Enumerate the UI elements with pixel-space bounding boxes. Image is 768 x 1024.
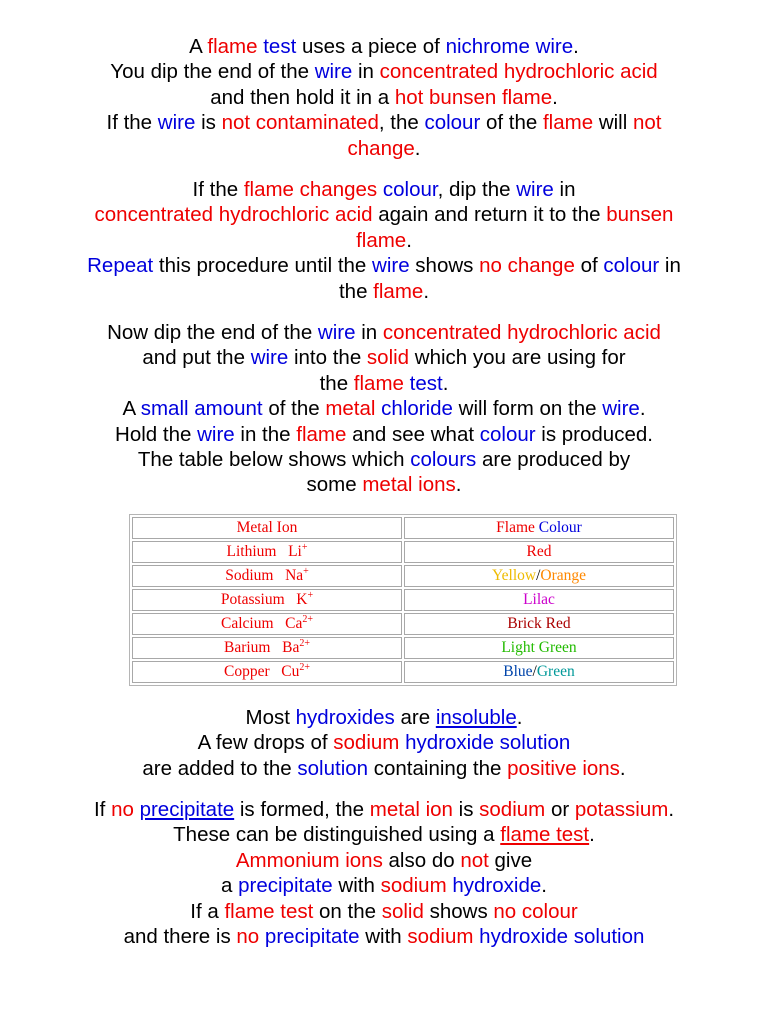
cleaning-paragraph bbox=[0, 177, 768, 304]
ion-name: Calcium bbox=[220, 615, 274, 632]
text-run: in bbox=[553, 178, 576, 201]
text-run: flame test bbox=[224, 899, 314, 923]
text-run: containing the bbox=[368, 756, 508, 780]
text-run: is produced. bbox=[535, 422, 653, 446]
text-line bbox=[0, 85, 768, 110]
flame-colour-cell bbox=[404, 541, 674, 563]
text-run: hydroxide solution bbox=[479, 925, 645, 949]
text-run: with bbox=[332, 874, 381, 898]
text-run: Now dip the end of the bbox=[107, 321, 318, 344]
text-line bbox=[0, 345, 768, 370]
text-line bbox=[0, 447, 768, 472]
ion-symbol: Ba bbox=[282, 639, 300, 656]
text-line bbox=[0, 924, 768, 949]
flame-colour-cell bbox=[404, 589, 674, 611]
text-run: . bbox=[541, 874, 547, 898]
text-run: hydroxide bbox=[452, 874, 542, 898]
text-run: again and return it to the bbox=[372, 203, 607, 227]
text-line bbox=[0, 202, 768, 227]
text-run: colour bbox=[603, 254, 660, 278]
text-run: . bbox=[668, 798, 675, 821]
text-run: . bbox=[516, 706, 523, 729]
table-header-row bbox=[132, 517, 674, 539]
text-run: sodium bbox=[479, 798, 546, 821]
text-run: precipitate bbox=[264, 925, 360, 949]
text-run: wire bbox=[197, 422, 235, 446]
text-run: wire bbox=[250, 346, 289, 370]
text-link[interactable]: flame test bbox=[500, 823, 590, 847]
text-run: wire bbox=[317, 321, 356, 344]
text-run: also do bbox=[382, 848, 461, 872]
text-run: positive ions bbox=[507, 756, 620, 780]
ion-symbol: Cu bbox=[281, 663, 300, 680]
table-row bbox=[132, 661, 674, 683]
intro-paragraph bbox=[0, 34, 768, 161]
text-run: give bbox=[488, 848, 533, 872]
flame-colour-cell bbox=[404, 637, 674, 659]
text-run: no bbox=[236, 925, 260, 949]
text-run: flame bbox=[373, 279, 424, 303]
text-run: and see what bbox=[346, 422, 480, 446]
ion-name: Barium bbox=[224, 639, 271, 656]
text-run: hot bunsen flame bbox=[394, 85, 553, 109]
text-line bbox=[0, 228, 768, 253]
text-run: small amount bbox=[140, 397, 263, 421]
text-run: If the bbox=[106, 111, 158, 135]
text-run: no colour bbox=[493, 899, 578, 923]
text-line bbox=[0, 822, 768, 847]
ion-name: Potassium bbox=[220, 591, 285, 608]
text-run: nichrome bbox=[445, 35, 530, 58]
text-run: hydroxides bbox=[295, 706, 395, 729]
text-run: flame changes bbox=[243, 178, 378, 201]
text-link[interactable]: insoluble bbox=[435, 706, 517, 729]
text-run: Colour bbox=[538, 519, 582, 536]
text-run: in the bbox=[234, 422, 297, 446]
ion-charge: 2+ bbox=[299, 638, 310, 649]
text-run: Red bbox=[526, 543, 552, 560]
text-run: If bbox=[93, 798, 112, 821]
text-run: sodium bbox=[333, 731, 400, 755]
text-run: . bbox=[552, 85, 558, 109]
text-run: Repeat bbox=[87, 254, 154, 278]
metal-ion-cell bbox=[132, 661, 402, 683]
text-run: Yellow bbox=[491, 567, 537, 584]
text-run: uses a piece of bbox=[296, 35, 446, 58]
text-run: wire bbox=[602, 397, 640, 421]
text-run: . bbox=[455, 473, 462, 497]
text-run: chloride bbox=[381, 397, 453, 421]
text-line bbox=[0, 472, 768, 497]
text-run: is bbox=[452, 798, 480, 821]
text-run: and then hold it in a bbox=[210, 85, 395, 109]
text-run: . bbox=[423, 279, 430, 303]
ion-name: Lithium bbox=[226, 543, 277, 560]
text-run: flame bbox=[356, 228, 407, 252]
text-run: colour bbox=[479, 422, 536, 446]
text-run: with bbox=[359, 925, 408, 949]
text-line bbox=[0, 705, 768, 730]
text-run: precipitate bbox=[238, 874, 333, 898]
table-row bbox=[132, 565, 674, 587]
text-run: . bbox=[573, 35, 579, 58]
text-line bbox=[0, 110, 768, 135]
text-run: the bbox=[338, 279, 374, 303]
spacer bbox=[276, 543, 288, 560]
text-run: Hold the bbox=[115, 422, 198, 446]
text-run: test bbox=[409, 371, 443, 395]
text-run: potassium bbox=[574, 798, 669, 821]
text-run: flame bbox=[542, 111, 594, 135]
text-run: in bbox=[352, 60, 380, 84]
precipitate-paragraph bbox=[0, 797, 768, 949]
text-line bbox=[0, 279, 768, 304]
text-line bbox=[0, 873, 768, 898]
text-run: These can be distinguished using a bbox=[173, 823, 501, 847]
text-run: in bbox=[355, 321, 383, 344]
text-run: , the bbox=[378, 111, 425, 135]
text-run: are added to the bbox=[142, 756, 298, 780]
text-line bbox=[0, 253, 768, 278]
text-run: will bbox=[593, 111, 633, 135]
text-run: in bbox=[659, 254, 681, 278]
table-row bbox=[132, 589, 674, 611]
ion-symbol: K bbox=[296, 591, 308, 608]
metal-ion-cell bbox=[132, 637, 402, 659]
metal-ion-cell bbox=[132, 613, 402, 635]
text-link[interactable]: precipitate bbox=[139, 798, 235, 821]
text-run: concentrated hydrochloric acid bbox=[382, 321, 661, 344]
text-run: colour bbox=[424, 111, 481, 135]
text-run: sodium bbox=[407, 925, 474, 949]
text-run: colour bbox=[382, 178, 438, 201]
text-run: and there is bbox=[123, 925, 237, 949]
text-run: Brick Red bbox=[507, 615, 571, 632]
text-run: concentrated hydrochloric acid bbox=[94, 203, 373, 227]
text-run: not bbox=[632, 111, 662, 135]
text-run: no bbox=[111, 798, 134, 821]
text-run: . bbox=[619, 756, 626, 780]
ion-symbol: Na bbox=[285, 567, 304, 584]
text-run: change bbox=[347, 136, 415, 160]
ion-charge: + bbox=[307, 590, 314, 601]
text-line bbox=[0, 899, 768, 924]
text-run: A bbox=[189, 35, 208, 58]
ion-name: Copper bbox=[224, 663, 270, 680]
text-run: of bbox=[574, 254, 604, 278]
text-line bbox=[0, 756, 768, 781]
text-line bbox=[0, 59, 768, 84]
text-run: bunsen bbox=[606, 203, 674, 227]
text-run: Light Green bbox=[501, 639, 577, 656]
text-run: not contaminated bbox=[221, 111, 379, 135]
text-run: wire bbox=[157, 111, 196, 135]
text-line bbox=[0, 422, 768, 447]
text-line bbox=[0, 371, 768, 396]
text-run: If a bbox=[190, 899, 225, 923]
table-row bbox=[132, 613, 674, 635]
text-run: flame bbox=[296, 422, 347, 446]
text-run: wire bbox=[516, 178, 554, 201]
text-run: . bbox=[414, 136, 421, 160]
text-run: solid bbox=[366, 346, 410, 370]
text-run: are bbox=[394, 706, 436, 729]
text-run: not bbox=[460, 848, 489, 872]
text-run: and put the bbox=[142, 346, 251, 370]
text-run: metal bbox=[325, 397, 376, 421]
spacer bbox=[285, 591, 297, 608]
text-run: Flame bbox=[496, 519, 539, 536]
text-run: Orange bbox=[540, 567, 586, 584]
text-run: shows bbox=[409, 254, 480, 278]
text-run: or bbox=[545, 798, 575, 821]
text-line bbox=[0, 848, 768, 873]
text-run: . bbox=[442, 371, 449, 395]
text-run: A bbox=[122, 397, 141, 421]
text-run: The table below shows which bbox=[137, 448, 411, 472]
text-run: hydroxide solution bbox=[405, 731, 571, 755]
text-run: test bbox=[263, 35, 297, 58]
flame-colour-cell bbox=[404, 661, 674, 683]
ion-symbol: Ca bbox=[285, 615, 303, 632]
text-run: flame bbox=[207, 35, 258, 58]
ion-symbol: Li bbox=[288, 543, 302, 560]
text-run: the bbox=[319, 371, 354, 395]
text-line bbox=[0, 320, 768, 345]
header-flame-colour bbox=[404, 517, 674, 539]
text-run: of the bbox=[262, 397, 326, 421]
text-run: / bbox=[532, 663, 537, 680]
text-run: this procedure until the bbox=[153, 254, 373, 278]
text-run: solution bbox=[297, 756, 369, 780]
text-run: some bbox=[306, 473, 363, 497]
text-run: solid bbox=[381, 899, 424, 923]
text-run: will form on the bbox=[452, 397, 603, 421]
flame-colour-table bbox=[129, 514, 677, 686]
table-row bbox=[132, 637, 674, 659]
text-line bbox=[0, 730, 768, 755]
ion-charge: 2+ bbox=[299, 662, 310, 673]
spacer bbox=[274, 615, 286, 632]
text-line bbox=[0, 396, 768, 421]
text-line bbox=[0, 177, 768, 202]
text-run: colours bbox=[410, 448, 477, 472]
text-run: / bbox=[536, 567, 541, 584]
spacer bbox=[270, 663, 282, 680]
ion-charge: + bbox=[301, 542, 308, 553]
text-run: . bbox=[639, 397, 646, 421]
text-run: no change bbox=[479, 254, 575, 278]
metal-ion-cell bbox=[132, 541, 402, 563]
metal-ion-cell bbox=[132, 589, 402, 611]
text-run: A few drops of bbox=[197, 731, 334, 755]
text-run: . bbox=[589, 823, 595, 847]
metal-ion-cell bbox=[132, 565, 402, 587]
text-run: of the bbox=[480, 111, 543, 135]
text-run: metal ions bbox=[362, 473, 456, 497]
text-line bbox=[0, 136, 768, 161]
hydroxides-paragraph bbox=[0, 705, 768, 781]
text-run: is bbox=[195, 111, 222, 135]
text-run: wire bbox=[372, 254, 410, 278]
text-run: sodium bbox=[380, 874, 447, 898]
text-run: Lilac bbox=[523, 591, 555, 608]
text-run: shows bbox=[423, 899, 494, 923]
text-run: wire bbox=[535, 35, 574, 58]
text-run: are produced by bbox=[476, 448, 631, 472]
text-run: wire bbox=[314, 60, 353, 84]
text-run: on the bbox=[313, 899, 382, 923]
text-run: into the bbox=[288, 346, 367, 370]
text-run: concentrated hydrochloric acid bbox=[379, 60, 658, 84]
spacer bbox=[273, 567, 285, 584]
ion-name: Sodium bbox=[225, 567, 274, 584]
ion-charge: + bbox=[303, 566, 309, 577]
procedure-paragraph bbox=[0, 320, 768, 498]
text-run: Blue bbox=[503, 663, 533, 680]
spacer bbox=[271, 639, 283, 656]
text-run: You dip the end of the bbox=[110, 60, 315, 84]
text-run: If the bbox=[192, 178, 244, 201]
text-run: Green bbox=[536, 663, 575, 680]
flame-colour-cell bbox=[404, 565, 674, 587]
header-metal-ion: Metal Ion bbox=[132, 517, 402, 539]
text-run: is formed, the bbox=[234, 798, 370, 821]
flame-colour-cell bbox=[404, 613, 674, 635]
text-run: Most bbox=[245, 706, 296, 729]
text-run: which you are using for bbox=[409, 346, 626, 370]
text-line bbox=[0, 34, 768, 59]
text-line bbox=[0, 797, 768, 822]
text-run: . bbox=[406, 228, 412, 252]
table-row bbox=[132, 541, 674, 563]
text-run: a bbox=[221, 874, 239, 898]
text-run: , dip the bbox=[437, 178, 517, 201]
text-run: metal ion bbox=[369, 798, 453, 821]
text-run: flame bbox=[353, 371, 404, 395]
ion-charge: 2+ bbox=[302, 614, 313, 625]
text-run: Ammonium ions bbox=[235, 848, 383, 872]
